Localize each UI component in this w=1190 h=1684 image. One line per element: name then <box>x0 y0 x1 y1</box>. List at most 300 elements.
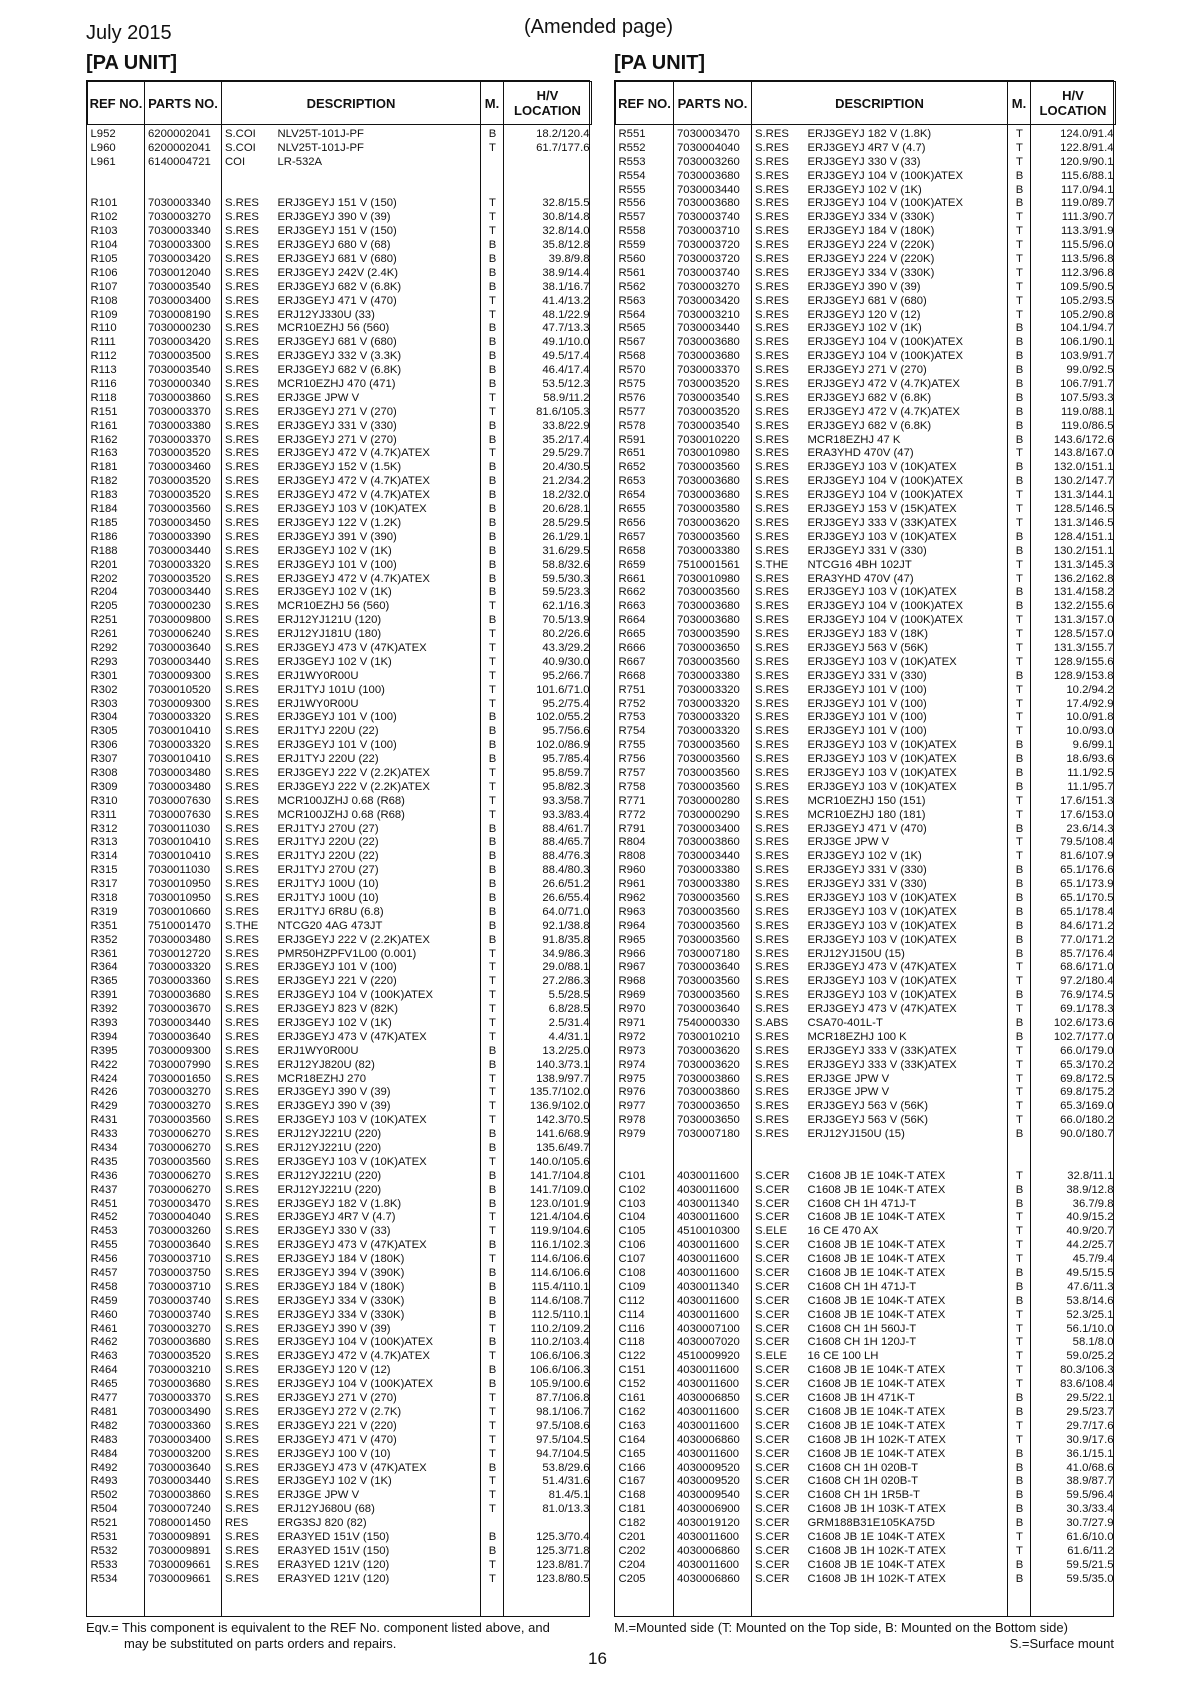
type-cell: S.RES <box>755 336 789 349</box>
ref-cell: R461 <box>90 1322 118 1335</box>
mount-cell: T <box>489 1072 496 1085</box>
type-cell: S.CER <box>755 1392 790 1405</box>
mount-cell: T <box>1016 655 1023 668</box>
loc-cell: 136.9/102.0 <box>529 1100 590 1113</box>
loc-cell: 128.5/146.5 <box>1053 503 1114 516</box>
mount-cell: T <box>1016 572 1023 585</box>
mount-cell: T <box>489 1155 496 1168</box>
desc-cell: ERJ3GEYJ 103 V (10K)ATEX <box>807 989 957 1002</box>
ref-cell: R292 <box>90 641 118 654</box>
mount-cell: T <box>489 308 496 321</box>
loc-cell: 18.2/32.0 <box>542 489 590 502</box>
ref-cell: R565 <box>618 322 646 335</box>
location-column <box>504 125 592 1617</box>
desc-cell: C1608 JB 1E 104K-T ATEX <box>807 1169 946 1182</box>
mount-cell: T <box>489 989 496 1002</box>
loc-cell: 131.4/158.2 <box>1053 586 1114 599</box>
parts-cell: 7030010210 <box>677 1030 740 1043</box>
ref-cell: R578 <box>618 419 646 432</box>
type-cell: S.CER <box>755 1475 790 1488</box>
parts-cell: 4030007020 <box>677 1336 740 1349</box>
parts-cell: 7030003470 <box>148 1197 211 1210</box>
ref-cell: R392 <box>90 1003 118 1016</box>
ref-cell: C118 <box>618 1336 645 1349</box>
type-cell: S.THE <box>755 558 789 571</box>
ref-cell: R309 <box>90 780 118 793</box>
mount-cell: B <box>1015 461 1024 474</box>
parts-cell: 7030000340 <box>148 378 211 391</box>
type-cell: S.RES <box>225 1086 259 1099</box>
mount-cell: B <box>1015 822 1024 835</box>
type-cell: S.RES <box>225 280 259 293</box>
mount-cell: B <box>1015 475 1024 488</box>
desc-cell: ERJ3GEYJ 101 V (100) <box>807 697 927 710</box>
ref-cell: R118 <box>90 391 117 404</box>
desc-cell: ERJ3GEYJ 823 V (82K) <box>277 1003 399 1016</box>
parts-cell: 7030003400 <box>677 822 740 835</box>
mount-cell: B <box>488 530 497 543</box>
mount-cell: T <box>489 1322 496 1335</box>
parts-cell: 7030009661 <box>148 1558 211 1571</box>
loc-cell: 53.8/29.6 <box>542 1461 590 1474</box>
loc-cell: 59.0/25.2 <box>1066 1350 1114 1363</box>
ref-cell: R310 <box>90 794 118 807</box>
equivalence-note-line2: may be substituted on parts orders and repairs. <box>124 1636 397 1651</box>
parts-cell: 7030003440 <box>148 586 211 599</box>
type-cell: S.RES <box>225 947 259 960</box>
parts-cell: 7030003560 <box>677 905 740 918</box>
loc-cell: 38.9/14.4 <box>542 266 590 279</box>
type-cell: S.RES <box>225 211 259 224</box>
desc-cell: ERJ3GEYJ 331 V (330) <box>277 419 397 432</box>
col-header-parts: PARTS NO. <box>145 82 222 125</box>
desc-cell: ERJ3GEYJ 473 V (47K)ATEX <box>277 1030 427 1043</box>
desc-cell: ERJ3GEYJ 271 V (270) <box>277 433 397 446</box>
mount-cell: T <box>1016 155 1023 168</box>
mount-cell: T <box>1016 836 1023 849</box>
description-column <box>805 125 1008 1617</box>
loc-cell: 130.2/147.7 <box>1053 475 1114 488</box>
desc-cell: ERJ3GEYJ 184 V (180K) <box>807 225 935 238</box>
desc-cell: ERJ12YJ121U (120) <box>277 614 382 627</box>
mount-cell: B <box>488 1239 497 1252</box>
col-header-parts: PARTS NO. <box>674 82 752 125</box>
parts-cell: 7030003480 <box>148 766 211 779</box>
desc-cell: ERJ3GEYJ 104 V (100K)ATEX <box>807 350 964 363</box>
loc-cell: 10.0/93.0 <box>1066 725 1114 738</box>
type-cell: S.RES <box>225 1225 259 1238</box>
ref-cell: R483 <box>90 1433 118 1446</box>
parts-cell: 4030009520 <box>677 1461 740 1474</box>
mount-cell: T <box>489 780 496 793</box>
desc-cell: ERJ3GEYJ 472 V (4.7K)ATEX <box>277 1350 430 1363</box>
type-cell: S.RES <box>755 280 789 293</box>
mount-cell: B <box>488 280 497 293</box>
loc-cell: 61.6/10.0 <box>1066 1530 1114 1543</box>
loc-cell: 26.6/51.2 <box>542 878 590 891</box>
ref-cell: R975 <box>618 1072 646 1085</box>
type-cell: S.RES <box>225 1072 259 1085</box>
parts-cell: 7030010220 <box>677 433 740 446</box>
parts-cell: 7030003560 <box>677 655 740 668</box>
type-cell: S.RES <box>225 419 259 432</box>
mount-cell: T <box>1016 225 1023 238</box>
ref-cell: R313 <box>90 836 118 849</box>
mount-cell: T <box>489 655 496 668</box>
loc-cell: 97.2/180.4 <box>1060 975 1114 988</box>
desc-cell: ERJ3GEYJ 472 V (4.7K)ATEX <box>807 378 960 391</box>
ref-cell: R426 <box>90 1086 118 1099</box>
type-cell: S.RES <box>225 1155 259 1168</box>
type-cell: S.RES <box>755 239 789 252</box>
desc-cell: ERJ3GE JPW V <box>807 1086 890 1099</box>
desc-cell: ERJ3GEYJ 473 V (47K)ATEX <box>277 1239 427 1252</box>
loc-cell: 140.0/105.6 <box>529 1155 590 1168</box>
mount-cell: T <box>1016 850 1023 863</box>
mount-cell: T <box>1016 808 1023 821</box>
ref-cell: R974 <box>618 1058 646 1071</box>
type-cell: S.RES <box>225 1572 259 1585</box>
ref-cell: R303 <box>90 697 118 710</box>
loc-cell: 125.3/71.8 <box>536 1544 590 1557</box>
mount-cell: T <box>489 1030 496 1043</box>
desc-cell: ERJ3GEYJ 103 V (10K)ATEX <box>807 933 957 946</box>
mount-cell: T <box>1016 725 1023 738</box>
loc-cell: 64.0/71.0 <box>542 905 590 918</box>
loc-cell: 95.7/85.4 <box>542 753 590 766</box>
desc-cell: ERJ3GEYJ 272 V (2.7K) <box>277 1405 402 1418</box>
loc-cell: 39.8/9.8 <box>548 253 590 266</box>
page-number: 16 <box>588 1649 607 1668</box>
ref-cell: R261 <box>90 628 118 641</box>
loc-cell: 29.7/17.6 <box>1066 1419 1114 1432</box>
type-cell: S.CER <box>755 1530 790 1543</box>
parts-cell: 7030003560 <box>148 1114 211 1127</box>
parts-cell: 7030003640 <box>148 1030 211 1043</box>
ref-cell: R481 <box>90 1405 118 1418</box>
mount-cell: B <box>488 725 497 738</box>
type-cell: S.RES <box>225 822 259 835</box>
ref-cell: C163 <box>618 1419 646 1432</box>
loc-cell: 79.5/108.4 <box>1060 836 1114 849</box>
ref-cell: R973 <box>618 1044 646 1057</box>
parts-cell: 7030003640 <box>148 1461 211 1474</box>
parts-cell: 4030011600 <box>677 1211 739 1224</box>
amended-page-note: (Amended page) <box>524 16 673 38</box>
ref-column <box>88 125 145 1617</box>
mount-cell: B <box>488 1197 497 1210</box>
legend-note <box>614 1620 1114 1652</box>
loc-cell: 9.6/99.1 <box>1072 739 1114 752</box>
parts-cell: 7030003520 <box>677 405 740 418</box>
desc-cell: ERJ3GEYJ 104 V (100K)ATEX <box>807 336 964 349</box>
parts-cell: 7030003420 <box>148 336 211 349</box>
desc-cell: ERJ12YJ221U (220) <box>277 1169 382 1182</box>
mount-cell: T <box>489 211 496 224</box>
desc-cell: ERJ3GEYJ 102 V (1K) <box>277 586 392 599</box>
parts-cell <box>148 184 219 198</box>
mount-cell: B <box>488 1142 497 1155</box>
desc-cell: ERJ3GEYJ 471 V (470) <box>807 822 927 835</box>
mount-cell: B <box>488 558 497 571</box>
loc-cell: 34.9/86.3 <box>542 947 590 960</box>
mount-cell: T <box>489 669 496 682</box>
mount-cell: B <box>488 1308 497 1321</box>
type-cell: S.RES <box>755 766 789 779</box>
desc-cell: ERA3YED 121V (120) <box>277 1572 390 1585</box>
type-cell: S.RES <box>225 794 259 807</box>
desc-cell: ERJ3GEYJ 331 V (330) <box>807 878 927 891</box>
mount-cell: B <box>488 336 497 349</box>
parts-cell: 7030003860 <box>677 1072 740 1085</box>
ref-cell: C202 <box>618 1544 646 1557</box>
parts-cell: 7030003320 <box>148 558 211 571</box>
type-cell: S.RES <box>225 1336 259 1349</box>
loc-cell: 76.9/174.5 <box>1060 989 1114 1002</box>
parts-cell: 7030010520 <box>148 683 211 696</box>
parts-cell: 7030012720 <box>148 947 211 960</box>
ref-cell: R977 <box>618 1100 646 1113</box>
mount-cell: B <box>1015 1558 1024 1571</box>
mount-cell: B <box>1015 766 1024 779</box>
ref-cell: R552 <box>618 141 646 154</box>
mount-cell: B <box>1015 378 1024 391</box>
ref-cell: R101 <box>90 197 118 210</box>
parts-cell: 7080001450 <box>148 1517 211 1530</box>
parts-cell: 7030011030 <box>148 822 210 835</box>
type-cell: COI <box>225 155 246 168</box>
mount-cell: B <box>1015 322 1024 335</box>
mount-cell: T <box>489 1114 496 1127</box>
mount-cell: T <box>1016 697 1023 710</box>
mount-cell: T <box>1016 1086 1023 1099</box>
type-cell: S.RES <box>225 586 259 599</box>
mount-cell: B <box>488 850 497 863</box>
mount-cell: B <box>1015 530 1024 543</box>
loc-cell: 111.3/90.7 <box>1061 211 1114 224</box>
parts-cell: 4030011600 <box>677 1169 739 1182</box>
loc-cell: 17.6/153.0 <box>1060 808 1114 821</box>
desc-cell: ERJ3GEYJ 184 V (180K) <box>277 1253 405 1266</box>
loc-cell: 61.7/177.6 <box>536 141 590 154</box>
mount-cell: B <box>1015 753 1024 766</box>
mount-cell: T <box>1016 308 1023 321</box>
loc-cell: 33.8/22.9 <box>542 419 590 432</box>
desc-cell: ERJ3GEYJ 101 V (100) <box>277 558 397 571</box>
ref-cell: R301 <box>90 669 118 682</box>
type-cell: S.RES <box>225 905 259 918</box>
ref-cell: R654 <box>618 489 646 502</box>
ref-cell: R464 <box>90 1364 118 1377</box>
ref-cell: R186 <box>90 530 118 543</box>
parts-cell: 7030003370 <box>148 405 211 418</box>
ref-cell: R978 <box>618 1114 646 1127</box>
type-cell: S.RES <box>755 197 789 210</box>
ref-cell: R658 <box>618 544 646 557</box>
desc-cell <box>278 184 479 198</box>
ref-cell: R109 <box>90 308 118 321</box>
desc-cell: ERJ3GEYJ 473 V (47K)ATEX <box>277 1461 427 1474</box>
loc-cell: 26.6/55.4 <box>542 891 590 904</box>
desc-cell: ERJ1TYJ 220U (22) <box>277 850 379 863</box>
desc-cell: ERJ3GEYJ 104 V (100K)ATEX <box>807 600 964 613</box>
type-cell: S.RES <box>755 1030 789 1043</box>
parts-cell: 7030007240 <box>148 1503 211 1516</box>
desc-cell: ERJ3GEYJ 103 V (10K)ATEX <box>807 905 957 918</box>
ref-cell: R963 <box>618 905 646 918</box>
ref-cell: R103 <box>90 225 118 238</box>
ref-cell: R451 <box>90 1197 118 1210</box>
desc-cell: ERJ1TYJ 100U (10) <box>277 891 379 904</box>
desc-cell: ERJ3GEYJ 120 V (12) <box>807 308 921 321</box>
loc-cell: 105.2/93.5 <box>1060 294 1114 307</box>
desc-cell: ERJ3GEYJ 101 V (100) <box>277 739 397 752</box>
type-cell: S.CER <box>755 1364 790 1377</box>
loc-cell: 106.1/90.1 <box>1060 336 1114 349</box>
ref-cell: C167 <box>618 1475 646 1488</box>
parts-cell: 7030003560 <box>677 530 740 543</box>
type-cell: S.RES <box>225 836 259 849</box>
mount-cell: B <box>1015 1280 1024 1293</box>
parts-cell: 4030011600 <box>677 1308 739 1321</box>
desc-cell: ERJ1WY0R00U <box>277 1044 359 1057</box>
mount-cell: T <box>1016 489 1023 502</box>
parts-cell: 4030011600 <box>677 1253 739 1266</box>
mount-cell: B <box>488 239 497 252</box>
loc-cell: 43.3/29.2 <box>542 641 590 654</box>
parts-cell: 7030008190 <box>148 308 211 321</box>
loc-cell: 31.6/29.5 <box>542 544 590 557</box>
mount-cell: T <box>1016 141 1023 154</box>
parts-cell: 7030003640 <box>148 641 211 654</box>
desc-cell: ERA3YED 151V (150) <box>277 1530 390 1543</box>
ref-cell: R436 <box>90 1169 118 1182</box>
desc-cell: ERJ3GEYJ 101 V (100) <box>807 725 927 738</box>
type-cell: S.RES <box>755 489 789 502</box>
parts-cell: 7030003320 <box>148 739 211 752</box>
type-cell: S.ELE <box>755 1350 788 1363</box>
mount-cell: B <box>1015 600 1024 613</box>
loc-cell: 109.5/90.5 <box>1060 280 1114 293</box>
loc-cell: 114.6/106.6 <box>530 1267 590 1280</box>
loc-cell: 97.5/108.6 <box>536 1419 590 1432</box>
type-cell: S.RES <box>755 447 789 460</box>
type-cell: S.RES <box>225 461 259 474</box>
type-cell: S.RES <box>755 391 789 404</box>
desc-cell: ERJ3GEYJ 151 V (150) <box>277 225 397 238</box>
parts-cell: 7030003370 <box>677 364 740 377</box>
type-cell: S.RES <box>755 183 789 196</box>
type-cell: S.RES <box>225 405 259 418</box>
ref-cell: R435 <box>90 1155 118 1168</box>
ref-cell: R804 <box>618 836 646 849</box>
parts-cell: 7030011030 <box>148 864 210 877</box>
ref-cell: R312 <box>90 822 118 835</box>
parts-cell: 7030003620 <box>677 516 740 529</box>
type-cell: S.RES <box>755 878 789 891</box>
loc-cell: 2.5/31.4 <box>548 1017 590 1029</box>
loc-cell: 30.8/14.8 <box>542 211 590 224</box>
type-cell: S.RES <box>755 169 789 182</box>
desc-cell: ERJ3GEYJ 152 V (1.5K) <box>277 461 402 474</box>
parts-cell: 7030009300 <box>148 697 211 710</box>
mount-cell: B <box>1015 405 1024 418</box>
parts-cell: 7030003650 <box>677 1114 740 1127</box>
parts-cell: 7030010980 <box>677 447 740 460</box>
mount-cell: B <box>488 919 497 932</box>
desc-cell: ERJ3GEYJ 4R7 V (4.7) <box>277 1211 396 1224</box>
mount-cell: T <box>489 1086 496 1099</box>
type-cell: S.RES <box>755 780 789 793</box>
ref-cell <box>91 184 143 198</box>
ref-cell: C101 <box>618 1169 646 1182</box>
loc-cell: 59.5/30.3 <box>542 572 590 585</box>
mount-cell: B <box>1015 1572 1024 1585</box>
mount-cell: T <box>489 197 496 210</box>
mount-cell: B <box>1015 350 1024 363</box>
ref-cell: R293 <box>90 655 118 668</box>
desc-cell: ERJ3GEYJ 681 V (680) <box>807 294 927 307</box>
parts-cell: 7030003560 <box>677 919 740 932</box>
desc-cell: ERJ3GEYJ 472 V (4.7K)ATEX <box>807 405 960 418</box>
type-cell: S.RES <box>225 475 259 488</box>
parts-cell: 7030003860 <box>148 1489 211 1502</box>
ref-cell: R659 <box>618 558 646 571</box>
loc-cell: 26.1/29.1 <box>542 530 590 543</box>
desc-cell: ERJ3GEYJ 102 V (1K) <box>277 1017 392 1029</box>
mount-cell: B <box>1015 1447 1024 1460</box>
mount-cell: T <box>1016 711 1023 724</box>
mount-cell: T <box>1016 1308 1023 1321</box>
ref-cell: R318 <box>90 891 118 904</box>
col-header-description: DESCRIPTION <box>222 82 481 125</box>
desc-cell: ERJ3GEYJ 120 V (12) <box>277 1364 391 1377</box>
mount-cell: B <box>488 128 497 140</box>
type-cell: S.CER <box>755 1183 790 1196</box>
desc-cell: ERA3YHD 470V (47) <box>807 447 914 460</box>
loc-cell: 48.1/22.9 <box>542 308 590 321</box>
mount-cell: B <box>1015 933 1024 946</box>
type-cell: S.RES <box>225 1128 259 1141</box>
parts-cell: 7030003320 <box>148 711 211 724</box>
desc-cell: ERJ3GEYJ 473 V (47K)ATEX <box>807 1003 957 1016</box>
type-cell: S.RES <box>755 1058 789 1071</box>
mount-cell: T <box>1016 211 1023 224</box>
mount-cell: T <box>489 1392 496 1405</box>
parts-cell: 7030009661 <box>148 1572 211 1585</box>
type-cell: S.RES <box>225 1364 259 1377</box>
ref-cell: R652 <box>618 461 646 474</box>
mount-cell: T <box>1016 1114 1023 1127</box>
parts-cell: 7030003370 <box>148 1392 211 1405</box>
parts-cell: 7030003560 <box>677 989 740 1002</box>
loc-cell: 65.1/173.9 <box>1060 878 1114 891</box>
desc-cell <box>808 1156 1006 1170</box>
mount-cell: T <box>1016 1072 1023 1085</box>
ref-cell: C109 <box>618 1280 646 1293</box>
col-header-ref: REF NO. <box>616 82 674 125</box>
loc-cell: 40.9/30.0 <box>542 655 590 668</box>
loc-cell: 53.8/14.6 <box>1066 1294 1114 1307</box>
desc-cell: ERJ3GEYJ 472 V (4.7K)ATEX <box>277 572 430 585</box>
parts-cell: 4030007100 <box>677 1322 740 1335</box>
parts-cell: 7030003680 <box>677 475 740 488</box>
loc-cell: 102.0/55.2 <box>536 711 590 724</box>
type-cell: S.RES <box>225 1003 259 1016</box>
type-cell: S.RES <box>225 1267 259 1280</box>
parts-cell: 4030011600 <box>677 1239 739 1252</box>
loc-cell: 47.6/11.3 <box>1067 1280 1114 1293</box>
